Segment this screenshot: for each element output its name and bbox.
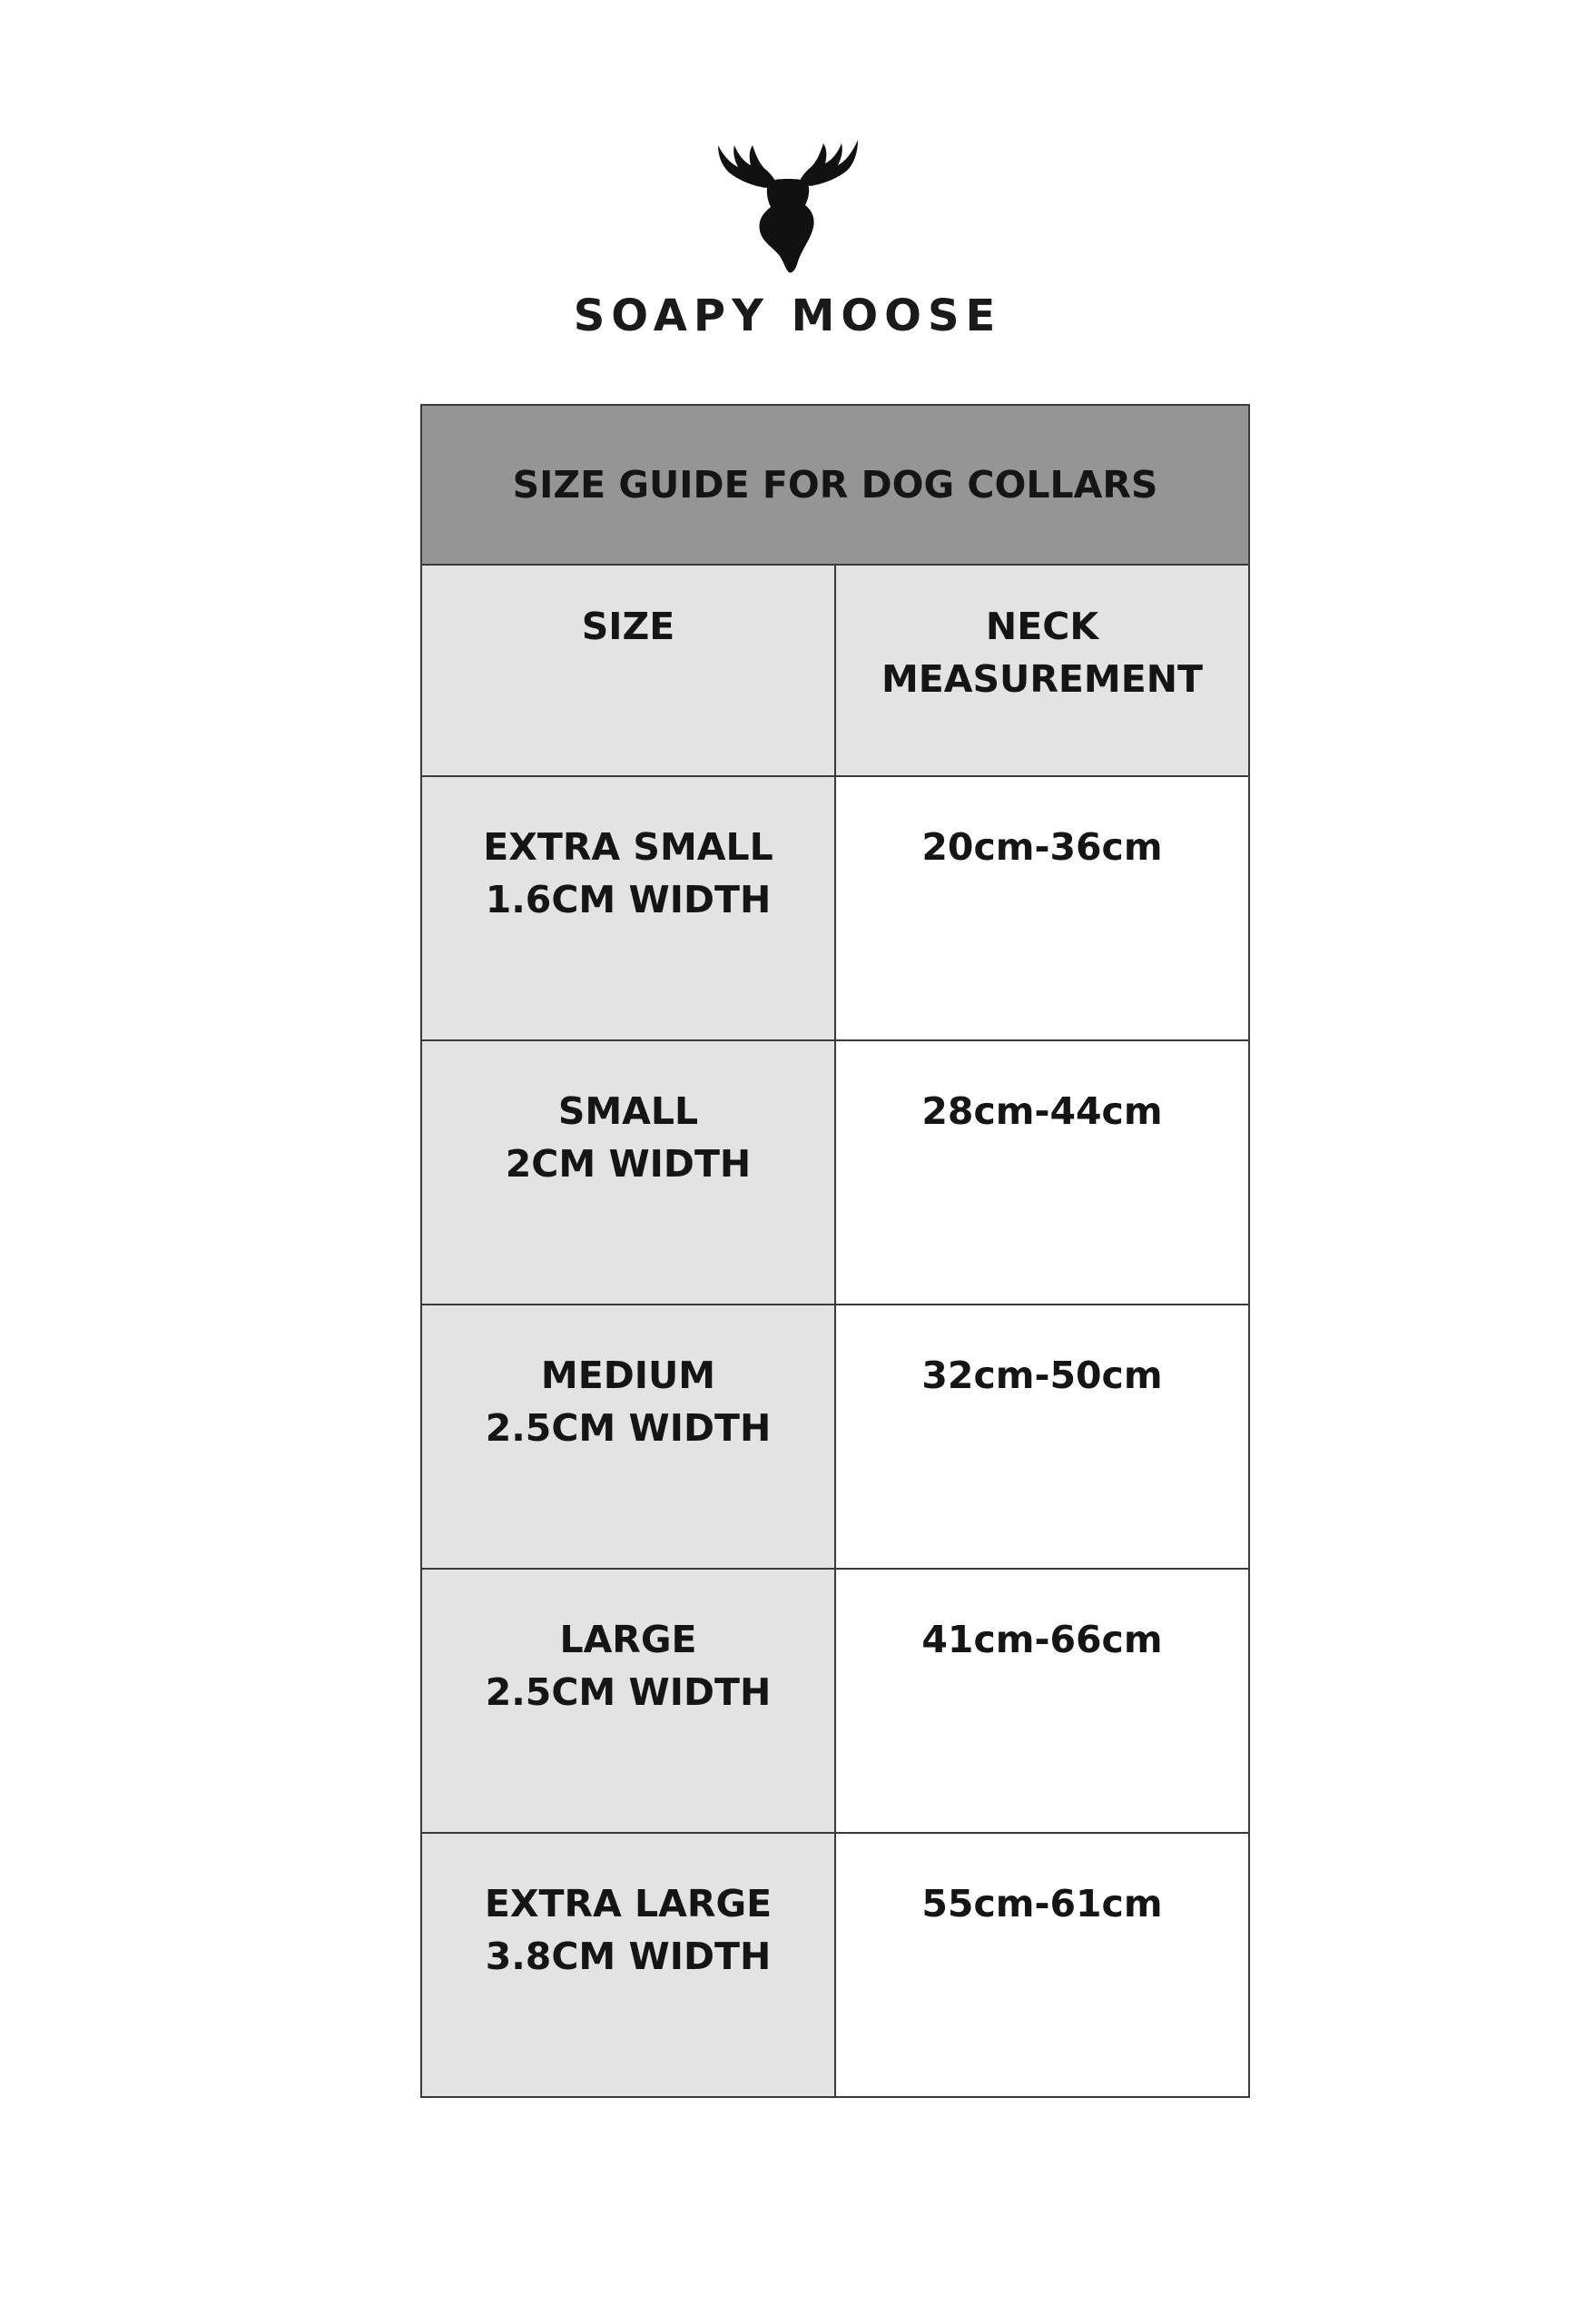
- neck-column-header: [835, 565, 1249, 776]
- size-label: MEDIUM: [540, 1354, 716, 1397]
- table-row: [421, 776, 1249, 1040]
- neck-value: 20cm-36cm: [921, 825, 1163, 869]
- neck-cell: [835, 1569, 1249, 1833]
- width-label: 2.5CM WIDTH: [485, 1406, 772, 1450]
- neck-value: 41cm-66cm: [921, 1618, 1163, 1661]
- table-row: [421, 1569, 1249, 1833]
- width-label: 1.6CM WIDTH: [485, 878, 772, 921]
- neck-header-line2: MEASUREMENT: [881, 657, 1204, 701]
- neck-header-line1: NECK: [985, 605, 1099, 648]
- size-column-header: [421, 565, 835, 776]
- brand-logo: [0, 136, 1575, 277]
- size-label: EXTRA LARGE: [484, 1882, 773, 1925]
- size-cell: [421, 1040, 835, 1305]
- moose-head-icon: [711, 136, 865, 277]
- neck-value: 55cm-61cm: [921, 1882, 1163, 1925]
- table-row: [421, 1833, 1249, 2097]
- neck-value: 28cm-44cm: [921, 1089, 1163, 1133]
- size-label: LARGE: [559, 1618, 697, 1661]
- table-title-text: SIZE GUIDE FOR DOG COLLARS: [512, 463, 1158, 507]
- size-cell: [421, 1305, 835, 1569]
- size-cell: [421, 1833, 835, 2097]
- width-label: 2CM WIDTH: [505, 1142, 752, 1186]
- table-row: [421, 1305, 1249, 1569]
- table-row: [421, 1040, 1249, 1305]
- width-label: 3.8CM WIDTH: [485, 1935, 772, 1978]
- size-label: EXTRA SMALL: [483, 825, 773, 869]
- width-label: 2.5CM WIDTH: [485, 1670, 772, 1714]
- size-cell: [421, 1569, 835, 1833]
- size-label: SMALL: [557, 1089, 699, 1133]
- size-guide-table: [420, 404, 1250, 2098]
- size-cell: [421, 776, 835, 1040]
- size-header-text: SIZE: [581, 605, 675, 648]
- table-title: [421, 405, 1249, 565]
- brand-name: SOAPY MOOSE: [573, 290, 1002, 341]
- neck-cell: [835, 1833, 1249, 2097]
- neck-cell: [835, 776, 1249, 1040]
- neck-value: 32cm-50cm: [921, 1354, 1163, 1397]
- neck-cell: [835, 1040, 1249, 1305]
- neck-cell: [835, 1305, 1249, 1569]
